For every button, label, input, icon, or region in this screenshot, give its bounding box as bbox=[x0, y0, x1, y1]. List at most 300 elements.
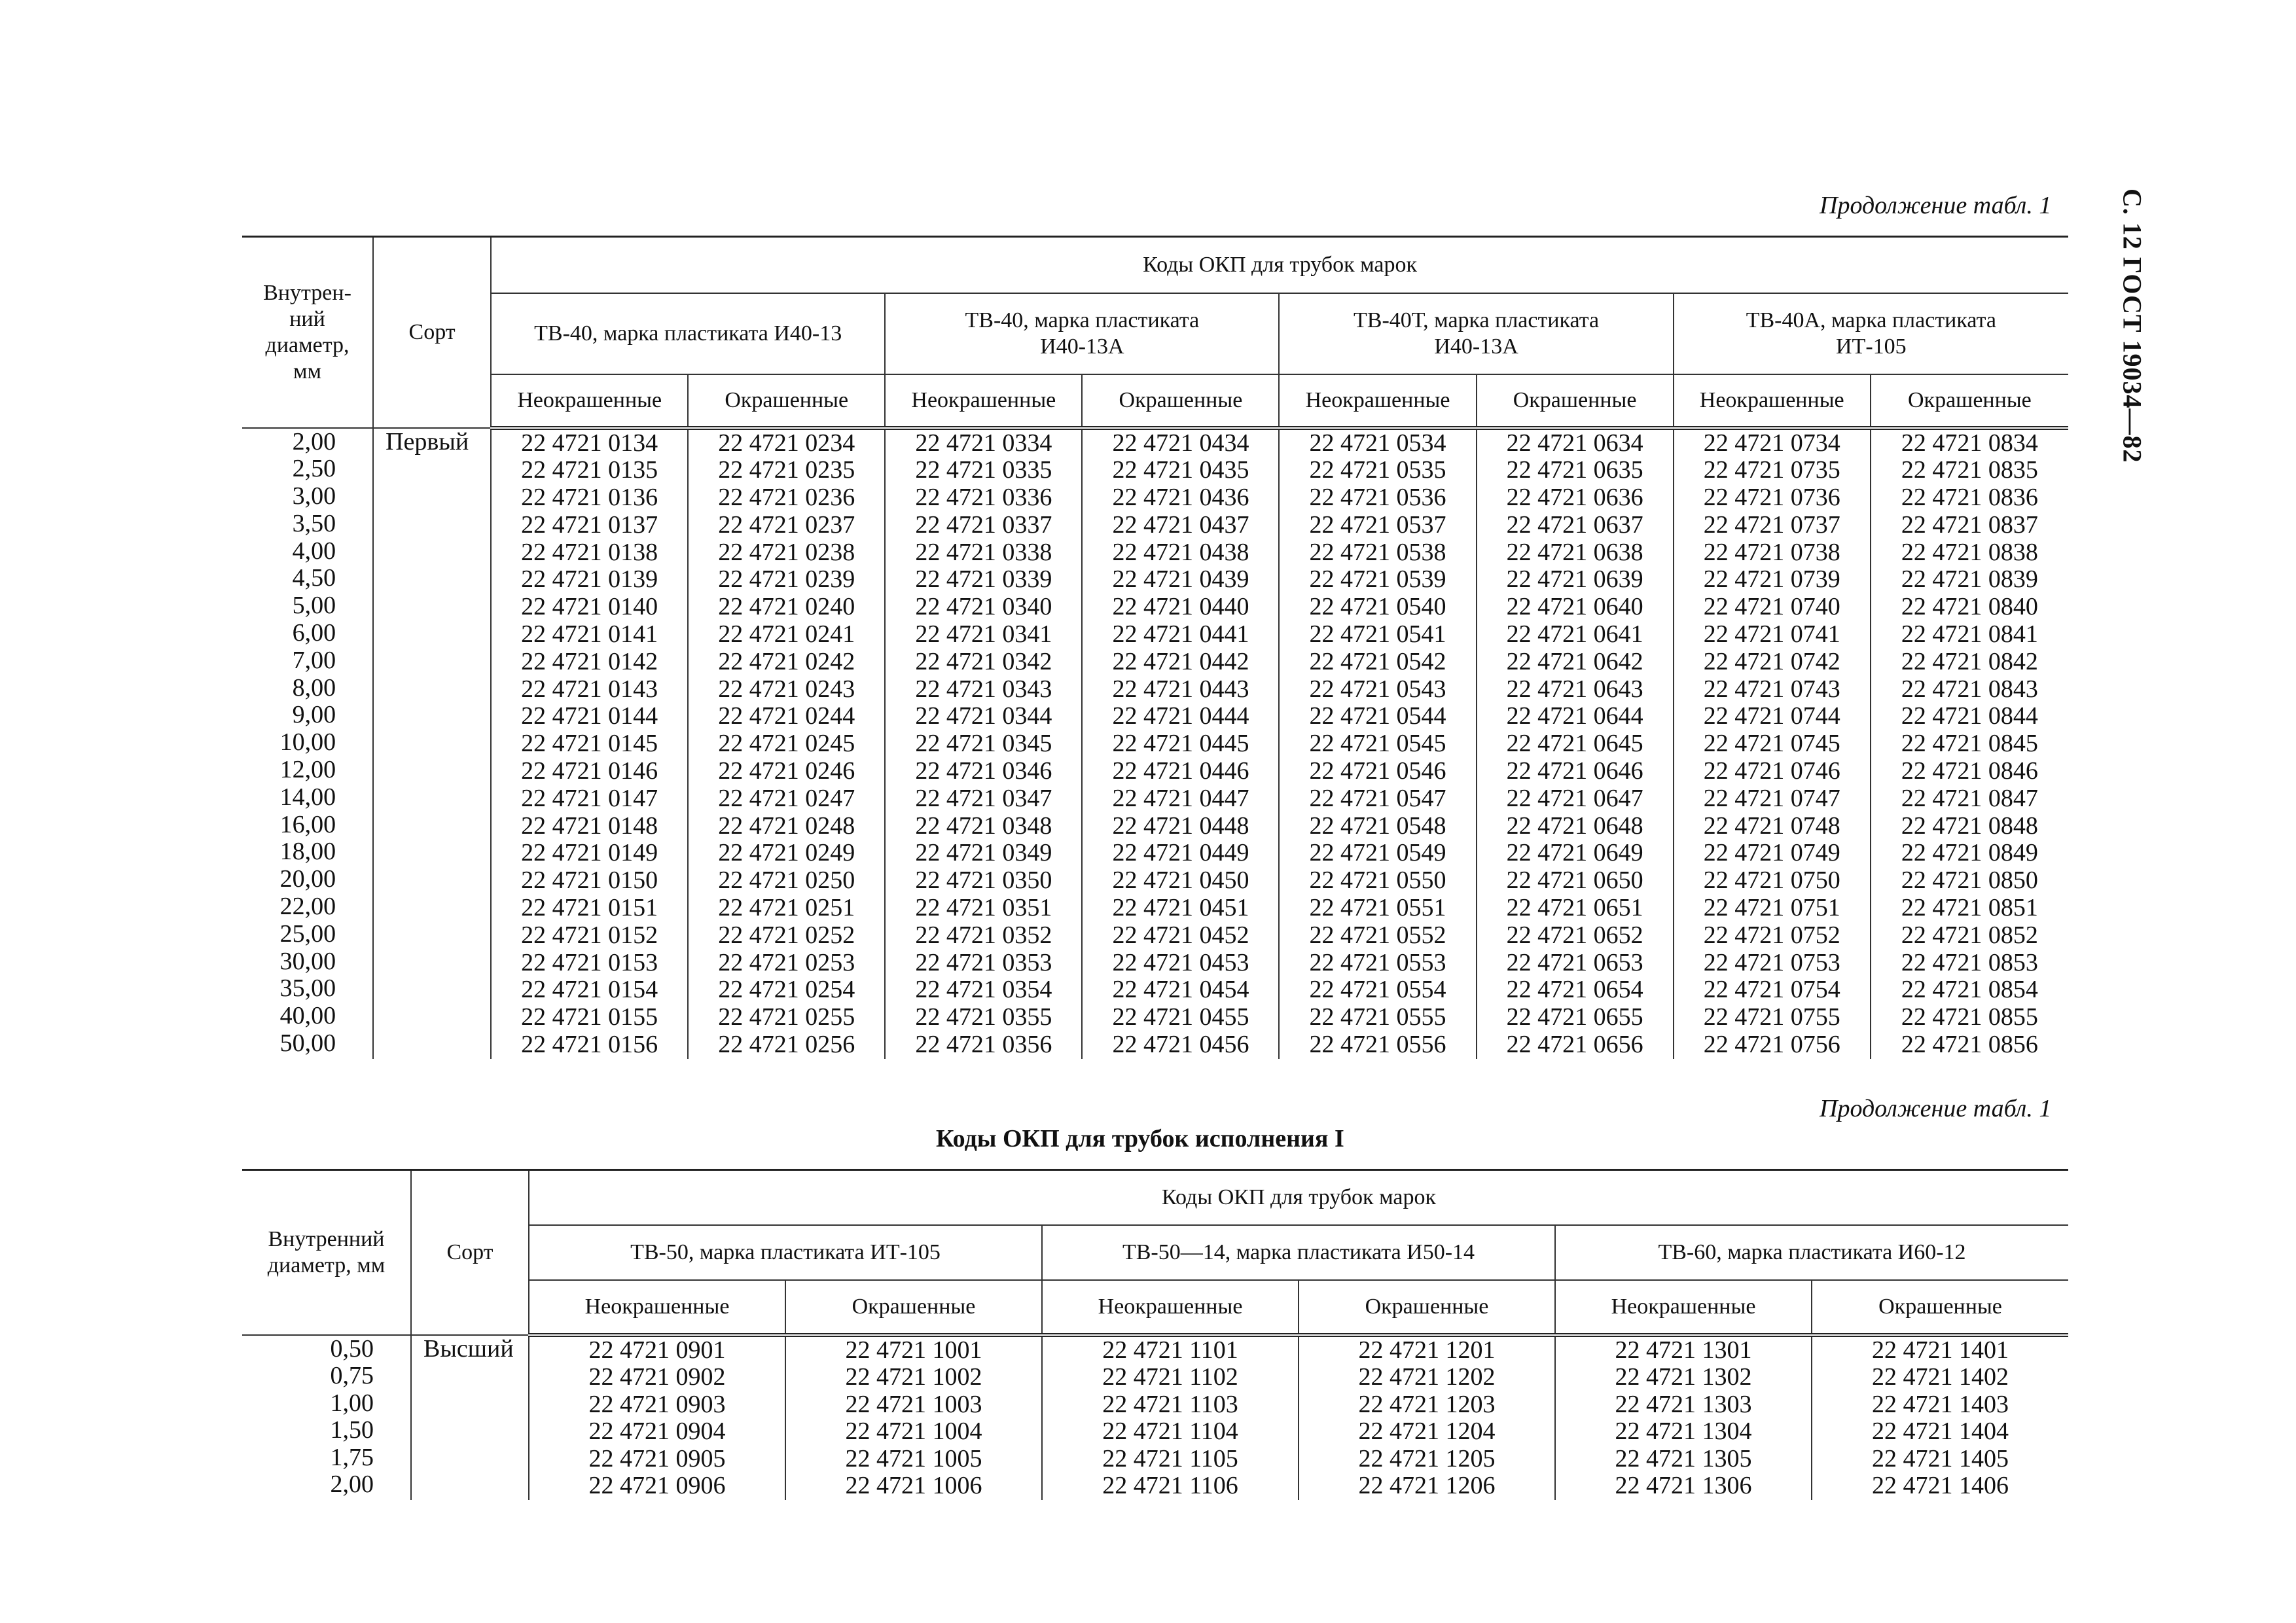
okp-code-suffix: 0148 bbox=[608, 812, 658, 840]
code-column-4 bbox=[1082, 428, 1279, 1059]
diameter-value: 25,00 bbox=[279, 919, 336, 948]
okp-code-suffix: 0340 bbox=[1002, 593, 1052, 621]
okp-code-suffix: 0238 bbox=[805, 538, 855, 566]
okp-code-prefix: 22 4721 bbox=[1703, 921, 1785, 949]
okp-code-suffix: 0902 bbox=[675, 1363, 726, 1391]
okp-code bbox=[786, 1446, 1041, 1473]
okp-code-prefix: 22 4721 bbox=[1872, 1363, 1953, 1391]
okp-code-prefix: 22 4721 bbox=[1506, 593, 1588, 621]
okp-code-suffix: 0241 bbox=[805, 620, 855, 649]
diameter-value: 2,00 bbox=[292, 427, 336, 455]
okp-code bbox=[689, 922, 884, 950]
okp-code bbox=[1812, 1446, 2068, 1473]
header-diameter bbox=[242, 237, 373, 428]
okp-code-suffix: 0741 bbox=[1790, 620, 1840, 649]
okp-code bbox=[1477, 895, 1673, 922]
brand-2-text: ТВ-40, марка пластиката И40-13А bbox=[965, 308, 1200, 359]
subheader-painted: Окрашенные bbox=[1477, 374, 1674, 428]
okp-code-suffix: 0354 bbox=[1002, 976, 1052, 1004]
okp-code-suffix: 0644 bbox=[1593, 702, 1643, 730]
okp-code bbox=[1812, 1337, 2068, 1364]
okp-code-suffix: 0753 bbox=[1790, 948, 1840, 976]
okp-code bbox=[1871, 703, 2068, 730]
okp-code-suffix: 1401 bbox=[1959, 1336, 2009, 1364]
okp-code bbox=[1299, 1364, 1554, 1391]
okp-code bbox=[886, 867, 1081, 895]
okp-code-prefix: 22 4721 bbox=[1112, 675, 1193, 703]
okp-code bbox=[1477, 950, 1673, 977]
okp-code-prefix: 22 4721 bbox=[588, 1336, 670, 1364]
okp-code-prefix: 22 4721 bbox=[1358, 1336, 1439, 1364]
okp-code-suffix: 0904 bbox=[675, 1418, 726, 1446]
diameter-value: 22,00 bbox=[279, 893, 336, 921]
okp-code-prefix: 22 4721 bbox=[1703, 730, 1785, 758]
okp-code bbox=[1083, 950, 1278, 977]
okp-code bbox=[1280, 430, 1475, 457]
okp-code-suffix: 0842 bbox=[1988, 647, 2038, 675]
okp-code-suffix: 0537 bbox=[1396, 510, 1446, 539]
okp-code-prefix: 22 4721 bbox=[1901, 976, 1982, 1004]
okp-code-prefix: 22 4721 bbox=[1112, 620, 1193, 649]
subheader-unpainted: Неокрашенные bbox=[885, 374, 1082, 428]
okp-code-suffix: 0143 bbox=[608, 675, 658, 703]
okp-code-suffix: 0255 bbox=[805, 1003, 855, 1031]
okp-code bbox=[689, 785, 884, 813]
okp-code-suffix: 0648 bbox=[1593, 812, 1643, 840]
okp-code-suffix: 0147 bbox=[608, 784, 658, 812]
okp-code bbox=[1280, 758, 1475, 785]
okp-code bbox=[1556, 1337, 1811, 1364]
okp-code-prefix: 22 4721 bbox=[845, 1336, 926, 1364]
okp-code bbox=[1477, 621, 1673, 649]
okp-code-prefix: 22 4721 bbox=[1506, 948, 1588, 976]
okp-code-suffix: 0903 bbox=[675, 1390, 726, 1418]
okp-code-prefix: 22 4721 bbox=[1901, 620, 1982, 649]
okp-code bbox=[492, 457, 687, 484]
okp-code-prefix: 22 4721 bbox=[1102, 1472, 1183, 1500]
okp-code-prefix: 22 4721 bbox=[1309, 620, 1391, 649]
okp-code-prefix: 22 4721 bbox=[1506, 839, 1588, 867]
okp-code bbox=[1674, 484, 1870, 512]
okp-code-suffix: 0847 bbox=[1988, 784, 2038, 812]
okp-code-suffix: 0438 bbox=[1199, 538, 1249, 566]
okp-code bbox=[1083, 484, 1278, 512]
subheader-painted: Окрашенные bbox=[785, 1280, 1042, 1335]
code-column-5 bbox=[1279, 428, 1476, 1059]
okp-code bbox=[1083, 785, 1278, 813]
okp-code-suffix: 0341 bbox=[1002, 620, 1052, 649]
okp-code bbox=[886, 1031, 1081, 1059]
header-group: Коды ОКП для трубок марок bbox=[529, 1170, 2068, 1225]
okp-code bbox=[886, 976, 1081, 1004]
okp-code bbox=[1477, 840, 1673, 867]
okp-code-prefix: 22 4721 bbox=[1112, 647, 1193, 675]
okp-code-prefix: 22 4721 bbox=[915, 921, 996, 949]
okp-code bbox=[689, 730, 884, 758]
okp-code-prefix: 22 4721 bbox=[915, 812, 996, 840]
okp-code bbox=[1280, 1004, 1475, 1031]
okp-code bbox=[1812, 1391, 2068, 1419]
okp-code-suffix: 0756 bbox=[1790, 1031, 1840, 1059]
okp-code-suffix: 0642 bbox=[1593, 647, 1643, 675]
okp-code-prefix: 22 4721 bbox=[915, 620, 996, 649]
okp-code bbox=[786, 1364, 1041, 1391]
header-diameter-text: Внутрен- ний диаметр, мм bbox=[263, 280, 351, 383]
okp-code-suffix: 1304 bbox=[1702, 1418, 1752, 1446]
okp-code-prefix: 22 4721 bbox=[718, 839, 799, 867]
okp-code bbox=[886, 758, 1081, 785]
okp-code-prefix: 22 4721 bbox=[1112, 948, 1193, 976]
okp-code bbox=[1083, 1004, 1278, 1031]
okp-code-suffix: 0449 bbox=[1199, 839, 1249, 867]
code-values-6 bbox=[1812, 1337, 2068, 1501]
okp-code-suffix: 0751 bbox=[1790, 894, 1840, 922]
okp-code-suffix: 0451 bbox=[1199, 894, 1249, 922]
page-header bbox=[2093, 188, 2172, 529]
okp-code-prefix: 22 4721 bbox=[718, 484, 799, 512]
okp-code-suffix: 0749 bbox=[1790, 839, 1840, 867]
okp-code-prefix: 22 4721 bbox=[1901, 538, 1982, 566]
okp-codes-table-1 bbox=[242, 236, 2068, 1059]
okp-code bbox=[1477, 785, 1673, 813]
okp-code-suffix: 0453 bbox=[1199, 948, 1249, 976]
okp-code-prefix: 22 4721 bbox=[1506, 675, 1588, 703]
okp-code bbox=[529, 1391, 785, 1419]
okp-code bbox=[492, 1004, 687, 1031]
okp-code bbox=[1280, 813, 1475, 840]
okp-code-prefix: 22 4721 bbox=[1506, 484, 1588, 512]
okp-code-suffix: 0250 bbox=[805, 866, 855, 895]
okp-code-suffix: 0551 bbox=[1396, 894, 1446, 922]
okp-code bbox=[1871, 457, 2068, 484]
okp-code bbox=[1477, 457, 1673, 484]
okp-code-suffix: 0349 bbox=[1002, 839, 1052, 867]
okp-code-suffix: 0554 bbox=[1396, 976, 1446, 1004]
okp-code-prefix: 22 4721 bbox=[1506, 866, 1588, 895]
okp-code-suffix: 0640 bbox=[1593, 593, 1643, 621]
okp-code-prefix: 22 4721 bbox=[1901, 730, 1982, 758]
okp-code-suffix: 0743 bbox=[1790, 675, 1840, 703]
okp-code-prefix: 22 4721 bbox=[521, 510, 602, 539]
okp-code-prefix: 22 4721 bbox=[1102, 1418, 1183, 1446]
okp-code-prefix: 22 4721 bbox=[718, 812, 799, 840]
code-column-6 bbox=[1812, 1335, 2068, 1501]
okp-code bbox=[886, 484, 1081, 512]
code-values-4 bbox=[1083, 430, 1278, 1059]
okp-code-prefix: 22 4721 bbox=[915, 1003, 996, 1031]
subheader-painted: Окрашенные bbox=[1082, 374, 1279, 428]
okp-code-prefix: 22 4721 bbox=[845, 1444, 926, 1472]
okp-code-prefix: 22 4721 bbox=[1112, 812, 1193, 840]
okp-code-suffix: 0845 bbox=[1988, 730, 2038, 758]
okp-code-prefix: 22 4721 bbox=[718, 429, 799, 457]
okp-code-suffix: 0237 bbox=[805, 510, 855, 539]
okp-code-suffix: 0352 bbox=[1002, 921, 1052, 949]
okp-code-suffix: 0738 bbox=[1790, 538, 1840, 566]
okp-code bbox=[1674, 976, 1870, 1004]
okp-code-prefix: 22 4721 bbox=[1703, 593, 1785, 621]
okp-code bbox=[1674, 950, 1870, 977]
okp-code-suffix: 0740 bbox=[1790, 593, 1840, 621]
okp-code-suffix: 1102 bbox=[1189, 1363, 1238, 1391]
okp-code-suffix: 0355 bbox=[1002, 1003, 1052, 1031]
okp-code-prefix: 22 4721 bbox=[1309, 702, 1391, 730]
okp-code bbox=[492, 676, 687, 704]
okp-code bbox=[1674, 649, 1870, 676]
okp-code bbox=[492, 566, 687, 594]
okp-code-suffix: 0646 bbox=[1593, 757, 1643, 785]
okp-code-prefix: 22 4721 bbox=[1112, 921, 1193, 949]
okp-code-prefix: 22 4721 bbox=[718, 1031, 799, 1059]
okp-code bbox=[1083, 621, 1278, 649]
okp-code-prefix: 22 4721 bbox=[915, 1031, 996, 1059]
subheader-painted: Окрашенные bbox=[688, 374, 885, 428]
header-grade: Сорт bbox=[411, 1170, 529, 1335]
okp-code-prefix: 22 4721 bbox=[1703, 839, 1785, 867]
okp-code-suffix: 0247 bbox=[805, 784, 855, 812]
okp-code-prefix: 22 4721 bbox=[521, 538, 602, 566]
okp-code bbox=[1674, 430, 1870, 457]
okp-code-prefix: 22 4721 bbox=[1703, 894, 1785, 922]
grade-cell bbox=[373, 428, 491, 1059]
okp-code-prefix: 22 4721 bbox=[915, 948, 996, 976]
header-brand-3: ТВ-60, марка пластиката И60-12 bbox=[1555, 1225, 2068, 1280]
okp-code-prefix: 22 4721 bbox=[718, 976, 799, 1004]
okp-code-prefix: 22 4721 bbox=[915, 565, 996, 594]
subheader-painted: Окрашенные bbox=[1871, 374, 2068, 428]
okp-code bbox=[1477, 1004, 1673, 1031]
okp-code bbox=[689, 457, 884, 484]
okp-code-prefix: 22 4721 bbox=[1309, 839, 1391, 867]
okp-code-suffix: 0543 bbox=[1396, 675, 1446, 703]
okp-code bbox=[886, 512, 1081, 539]
page-header-text: С. 12 ГОСТ 19034—82 bbox=[2117, 188, 2147, 463]
okp-code-prefix: 22 4721 bbox=[521, 894, 602, 922]
okp-code bbox=[1083, 867, 1278, 895]
okp-code-prefix: 22 4721 bbox=[1506, 702, 1588, 730]
okp-code-prefix: 22 4721 bbox=[1102, 1363, 1183, 1391]
okp-code-prefix: 22 4721 bbox=[845, 1363, 926, 1391]
code-values-3 bbox=[886, 430, 1081, 1059]
diameter-value: 12,00 bbox=[279, 756, 336, 784]
okp-code-prefix: 22 4721 bbox=[521, 620, 602, 649]
diameter-value: 0,50 bbox=[330, 1334, 374, 1363]
okp-code bbox=[1871, 594, 2068, 621]
okp-code bbox=[1477, 484, 1673, 512]
okp-code bbox=[492, 621, 687, 649]
okp-code-suffix: 0540 bbox=[1396, 593, 1446, 621]
okp-code-suffix: 0849 bbox=[1988, 839, 2038, 867]
okp-code bbox=[492, 867, 687, 895]
okp-code-prefix: 22 4721 bbox=[1506, 1003, 1588, 1031]
okp-code-prefix: 22 4721 bbox=[1102, 1390, 1183, 1418]
okp-code-suffix: 1303 bbox=[1702, 1390, 1752, 1418]
okp-code-prefix: 22 4721 bbox=[1615, 1390, 1696, 1418]
okp-code-prefix: 22 4721 bbox=[718, 866, 799, 895]
okp-code-prefix: 22 4721 bbox=[1615, 1444, 1696, 1472]
okp-code-suffix: 0437 bbox=[1199, 510, 1249, 539]
okp-code bbox=[689, 1031, 884, 1059]
okp-code-prefix: 22 4721 bbox=[1901, 948, 1982, 976]
okp-code-suffix: 0742 bbox=[1790, 647, 1840, 675]
okp-code-suffix: 0545 bbox=[1396, 730, 1446, 758]
okp-code bbox=[1556, 1364, 1811, 1391]
okp-code bbox=[886, 594, 1081, 621]
okp-code-prefix: 22 4721 bbox=[521, 593, 602, 621]
okp-code-suffix: 0235 bbox=[805, 456, 855, 484]
okp-code bbox=[1083, 594, 1278, 621]
okp-code bbox=[1299, 1337, 1554, 1364]
okp-code-suffix: 0755 bbox=[1790, 1003, 1840, 1031]
okp-code bbox=[1280, 895, 1475, 922]
okp-code-prefix: 22 4721 bbox=[1506, 538, 1588, 566]
okp-code-prefix: 22 4721 bbox=[521, 921, 602, 949]
okp-code bbox=[1083, 813, 1278, 840]
okp-code-suffix: 0356 bbox=[1002, 1031, 1052, 1059]
okp-code bbox=[1556, 1391, 1811, 1419]
okp-code bbox=[786, 1337, 1041, 1364]
okp-code bbox=[689, 512, 884, 539]
okp-code bbox=[1477, 976, 1673, 1004]
okp-code-suffix: 1404 bbox=[1959, 1418, 2009, 1446]
okp-code-prefix: 22 4721 bbox=[521, 784, 602, 812]
okp-code-suffix: 1005 bbox=[932, 1444, 982, 1472]
okp-code-suffix: 0848 bbox=[1988, 812, 2038, 840]
okp-code-prefix: 22 4721 bbox=[1309, 1031, 1391, 1059]
okp-code-suffix: 0734 bbox=[1790, 429, 1840, 457]
okp-code-prefix: 22 4721 bbox=[718, 456, 799, 484]
okp-code bbox=[492, 758, 687, 785]
header-brand-4 bbox=[1674, 293, 2068, 374]
okp-code-prefix: 22 4721 bbox=[915, 976, 996, 1004]
okp-code bbox=[529, 1446, 785, 1473]
okp-code bbox=[492, 1031, 687, 1059]
okp-code bbox=[689, 813, 884, 840]
okp-code bbox=[1477, 867, 1673, 895]
okp-code-suffix: 1406 bbox=[1959, 1472, 2009, 1500]
okp-code-prefix: 22 4721 bbox=[1703, 1031, 1785, 1059]
okp-code-prefix: 22 4721 bbox=[1506, 894, 1588, 922]
okp-code-prefix: 22 4721 bbox=[1703, 702, 1785, 730]
okp-code-prefix: 22 4721 bbox=[521, 976, 602, 1004]
diameter-value: 1,00 bbox=[330, 1389, 374, 1417]
diameter-values bbox=[242, 429, 336, 1058]
subheader-unpainted: Неокрашенные bbox=[1042, 1280, 1299, 1335]
okp-code-suffix: 0639 bbox=[1593, 565, 1643, 594]
okp-code-suffix: 0348 bbox=[1002, 812, 1052, 840]
okp-code-prefix: 22 4721 bbox=[1901, 812, 1982, 840]
diameter-value: 14,00 bbox=[279, 783, 336, 811]
okp-code-prefix: 22 4721 bbox=[1506, 784, 1588, 812]
okp-code-prefix: 22 4721 bbox=[718, 675, 799, 703]
okp-code-prefix: 22 4721 bbox=[1309, 921, 1391, 949]
okp-code bbox=[1871, 566, 2068, 594]
okp-code-suffix: 0745 bbox=[1790, 730, 1840, 758]
diameter-value: 3,50 bbox=[292, 509, 336, 537]
header-group: Коды ОКП для трубок марок bbox=[491, 237, 2068, 293]
okp-code-suffix: 0901 bbox=[675, 1336, 726, 1364]
okp-code bbox=[1674, 512, 1870, 539]
okp-code bbox=[1280, 950, 1475, 977]
okp-code-prefix: 22 4721 bbox=[1506, 976, 1588, 1004]
code-values-3 bbox=[1043, 1337, 1298, 1501]
okp-code-prefix: 22 4721 bbox=[1703, 620, 1785, 649]
okp-code bbox=[1674, 895, 1870, 922]
okp-code-prefix: 22 4721 bbox=[1309, 675, 1391, 703]
okp-code bbox=[1280, 457, 1475, 484]
okp-code-prefix: 22 4721 bbox=[1309, 429, 1391, 457]
okp-code-prefix: 22 4721 bbox=[1309, 1003, 1391, 1031]
okp-code bbox=[1477, 566, 1673, 594]
okp-code-suffix: 0251 bbox=[805, 894, 855, 922]
okp-code bbox=[1043, 1418, 1298, 1446]
okp-code bbox=[1477, 1031, 1673, 1059]
okp-code-prefix: 22 4721 bbox=[588, 1363, 670, 1391]
okp-code-suffix: 0345 bbox=[1002, 730, 1052, 758]
code-values-4 bbox=[1299, 1337, 1554, 1501]
okp-code bbox=[1299, 1418, 1554, 1446]
okp-code bbox=[689, 976, 884, 1004]
okp-code-prefix: 22 4721 bbox=[1901, 510, 1982, 539]
okp-code bbox=[1674, 539, 1870, 567]
okp-code bbox=[1280, 621, 1475, 649]
code-values-2 bbox=[689, 430, 884, 1059]
okp-code-prefix: 22 4721 bbox=[1309, 784, 1391, 812]
okp-code-suffix: 0641 bbox=[1593, 620, 1643, 649]
okp-code-prefix: 22 4721 bbox=[718, 593, 799, 621]
okp-code-suffix: 0652 bbox=[1593, 921, 1643, 949]
okp-code-prefix: 22 4721 bbox=[521, 866, 602, 895]
okp-code bbox=[1871, 539, 2068, 567]
okp-code-suffix: 0156 bbox=[608, 1031, 658, 1059]
okp-code-prefix: 22 4721 bbox=[1112, 429, 1193, 457]
okp-code-prefix: 22 4721 bbox=[521, 839, 602, 867]
okp-code-prefix: 22 4721 bbox=[1703, 565, 1785, 594]
okp-code-prefix: 22 4721 bbox=[1901, 894, 1982, 922]
okp-code-prefix: 22 4721 bbox=[1901, 429, 1982, 457]
okp-code-suffix: 1305 bbox=[1702, 1444, 1752, 1472]
okp-code bbox=[1083, 730, 1278, 758]
okp-code bbox=[1477, 676, 1673, 704]
okp-code-prefix: 22 4721 bbox=[718, 702, 799, 730]
diameter-value: 9,00 bbox=[292, 701, 336, 729]
okp-code bbox=[1674, 703, 1870, 730]
okp-code-suffix: 0350 bbox=[1002, 866, 1052, 895]
code-column-2 bbox=[785, 1335, 1042, 1501]
subheader-unpainted: Неокрашенные bbox=[529, 1280, 785, 1335]
okp-code-prefix: 22 4721 bbox=[1506, 757, 1588, 785]
okp-code-suffix: 0542 bbox=[1396, 647, 1446, 675]
okp-code bbox=[1280, 594, 1475, 621]
okp-code bbox=[1043, 1446, 1298, 1473]
okp-code-prefix: 22 4721 bbox=[1112, 456, 1193, 484]
okp-code-suffix: 0634 bbox=[1593, 429, 1643, 457]
okp-code-prefix: 22 4721 bbox=[915, 757, 996, 785]
okp-code-prefix: 22 4721 bbox=[1901, 1031, 1982, 1059]
header-diameter bbox=[242, 1170, 411, 1335]
okp-code-suffix: 0152 bbox=[608, 921, 658, 949]
okp-code-prefix: 22 4721 bbox=[915, 730, 996, 758]
okp-code-suffix: 0538 bbox=[1396, 538, 1446, 566]
okp-code bbox=[1556, 1472, 1811, 1500]
okp-code-prefix: 22 4721 bbox=[1358, 1363, 1439, 1391]
okp-code-prefix: 22 4721 bbox=[718, 948, 799, 976]
okp-code bbox=[1556, 1418, 1811, 1446]
okp-code bbox=[1299, 1391, 1554, 1419]
okp-code bbox=[1871, 649, 2068, 676]
code-column-4 bbox=[1299, 1335, 1555, 1501]
okp-code bbox=[1674, 840, 1870, 867]
